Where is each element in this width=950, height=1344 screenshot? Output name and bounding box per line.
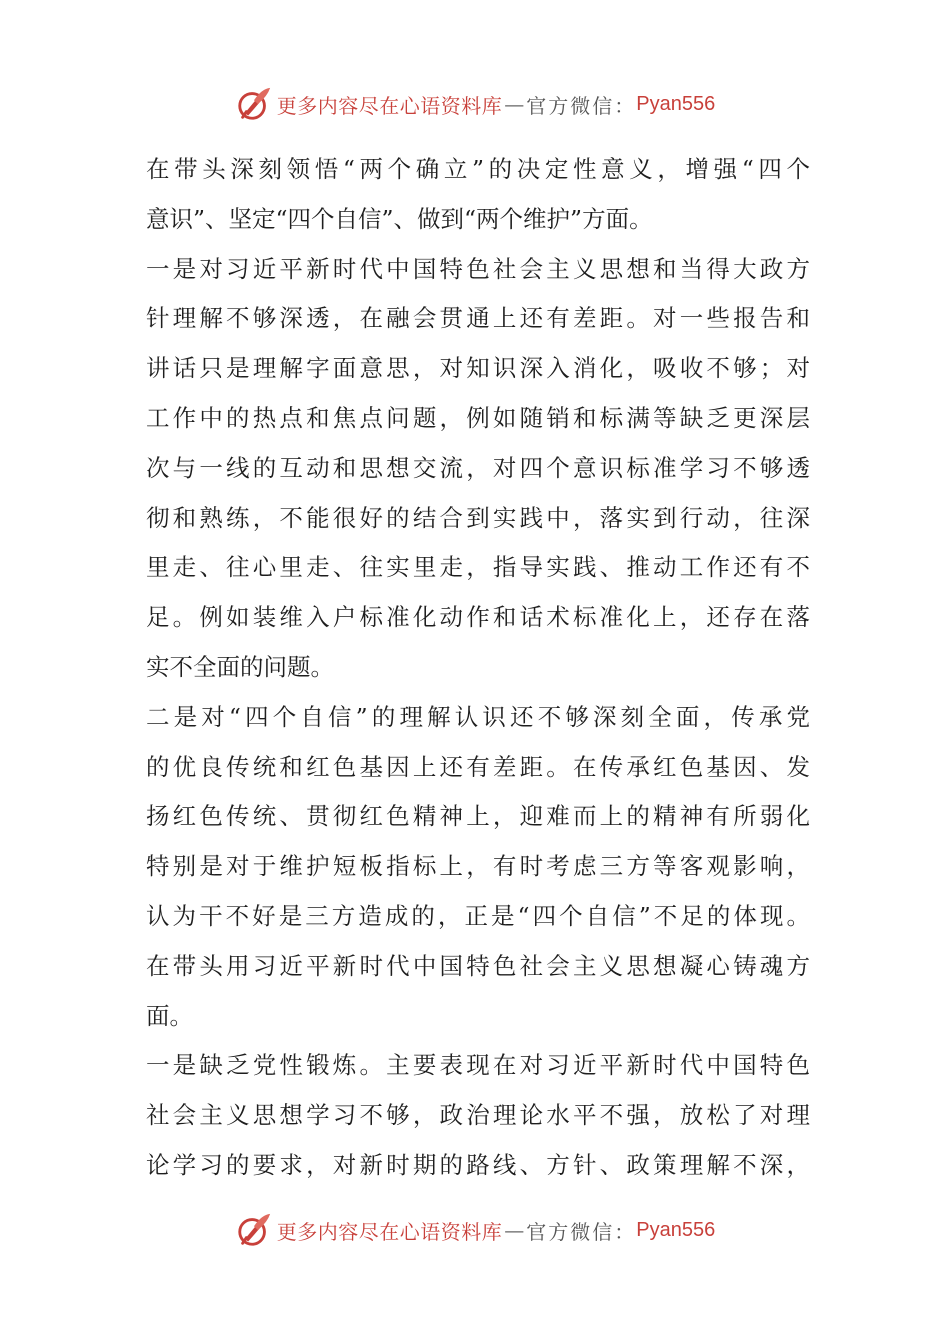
header-site-text: 更多内容尽在心语资料库	[276, 93, 503, 118]
text-line: 工作中的热点和焦点问题，例如随销和标满等缺乏更深层	[146, 403, 810, 432]
footer-wechat-label: 官方微信：	[526, 1219, 637, 1244]
text-line: 社会主义思想学习不够，政治理论水平不强，放松了对理	[146, 1101, 810, 1130]
header-dash: —	[504, 92, 525, 116]
text-line: 的优良传统和红色基因上还有差距。在传承红色基因、发	[146, 752, 810, 781]
document-body	[146, 145, 810, 1191]
text-line: 实不全面的问题。	[146, 652, 334, 681]
text-line: 讲话只是理解字面意思，对知识深入消化，吸收不够；对	[146, 354, 810, 383]
header-banner	[0, 82, 950, 126]
text-line: 意识”、坚定“四个自信”、做到“两个维护”方面。	[146, 204, 653, 233]
footer-site-text: 更多内容尽在心语资料库	[276, 1219, 503, 1244]
text-line: 在带头用习近平新时代中国特色社会主义思想凝心铸魂方	[146, 951, 810, 980]
text-line: 面。	[146, 1001, 193, 1030]
footer-dash: —	[504, 1218, 525, 1242]
text-line: 一是对习近平新时代中国特色社会主义思想和当得大政方	[146, 254, 810, 283]
text-line: 彻和熟练，不能很好的结合到实践中，落实到行动，往深	[146, 503, 810, 532]
text-line: 认为干不好是三方造成的，正是“四个自信”不足的体现。	[146, 901, 810, 930]
quill-logo-icon	[235, 1211, 273, 1249]
footer-banner	[0, 1208, 950, 1252]
footer-wechat-id: Pyan556	[636, 1218, 716, 1241]
text-line: 次与一线的互动和思想交流，对四个意识标准学习不够透	[146, 453, 810, 482]
quill-logo-icon	[235, 85, 273, 123]
text-line: 扬红色传统、贯彻红色精神上，迎难而上的精神有所弱化	[146, 802, 810, 831]
text-line: 二是对“四个自信”的理解认识还不够深刻全面，传承党	[146, 702, 810, 731]
header-wechat-label: 官方微信：	[526, 93, 637, 118]
text-line: 在带头深刻领悟“两个确立”的决定性意义，增强“四个	[146, 155, 810, 183]
text-line: 里走、往心里走、往实里走，指导实践、推动工作还有不	[146, 553, 810, 582]
text-line: 针理解不够深透，在融会贯通上还有差距。对一些报告和	[146, 304, 810, 333]
header-wechat-id: Pyan556	[636, 92, 716, 115]
text-line: 一是缺乏党性锻炼。主要表现在对习近平新时代中国特色	[146, 1051, 810, 1080]
text-line: 论学习的要求，对新时期的路线、方针、政策理解不深，	[146, 1150, 810, 1179]
text-line: 特别是对于维护短板指标上，有时考虑三方等客观影响，	[146, 852, 810, 881]
text-line: 足。例如装维入户标准化动作和话术标准化上，还存在落	[146, 603, 810, 632]
